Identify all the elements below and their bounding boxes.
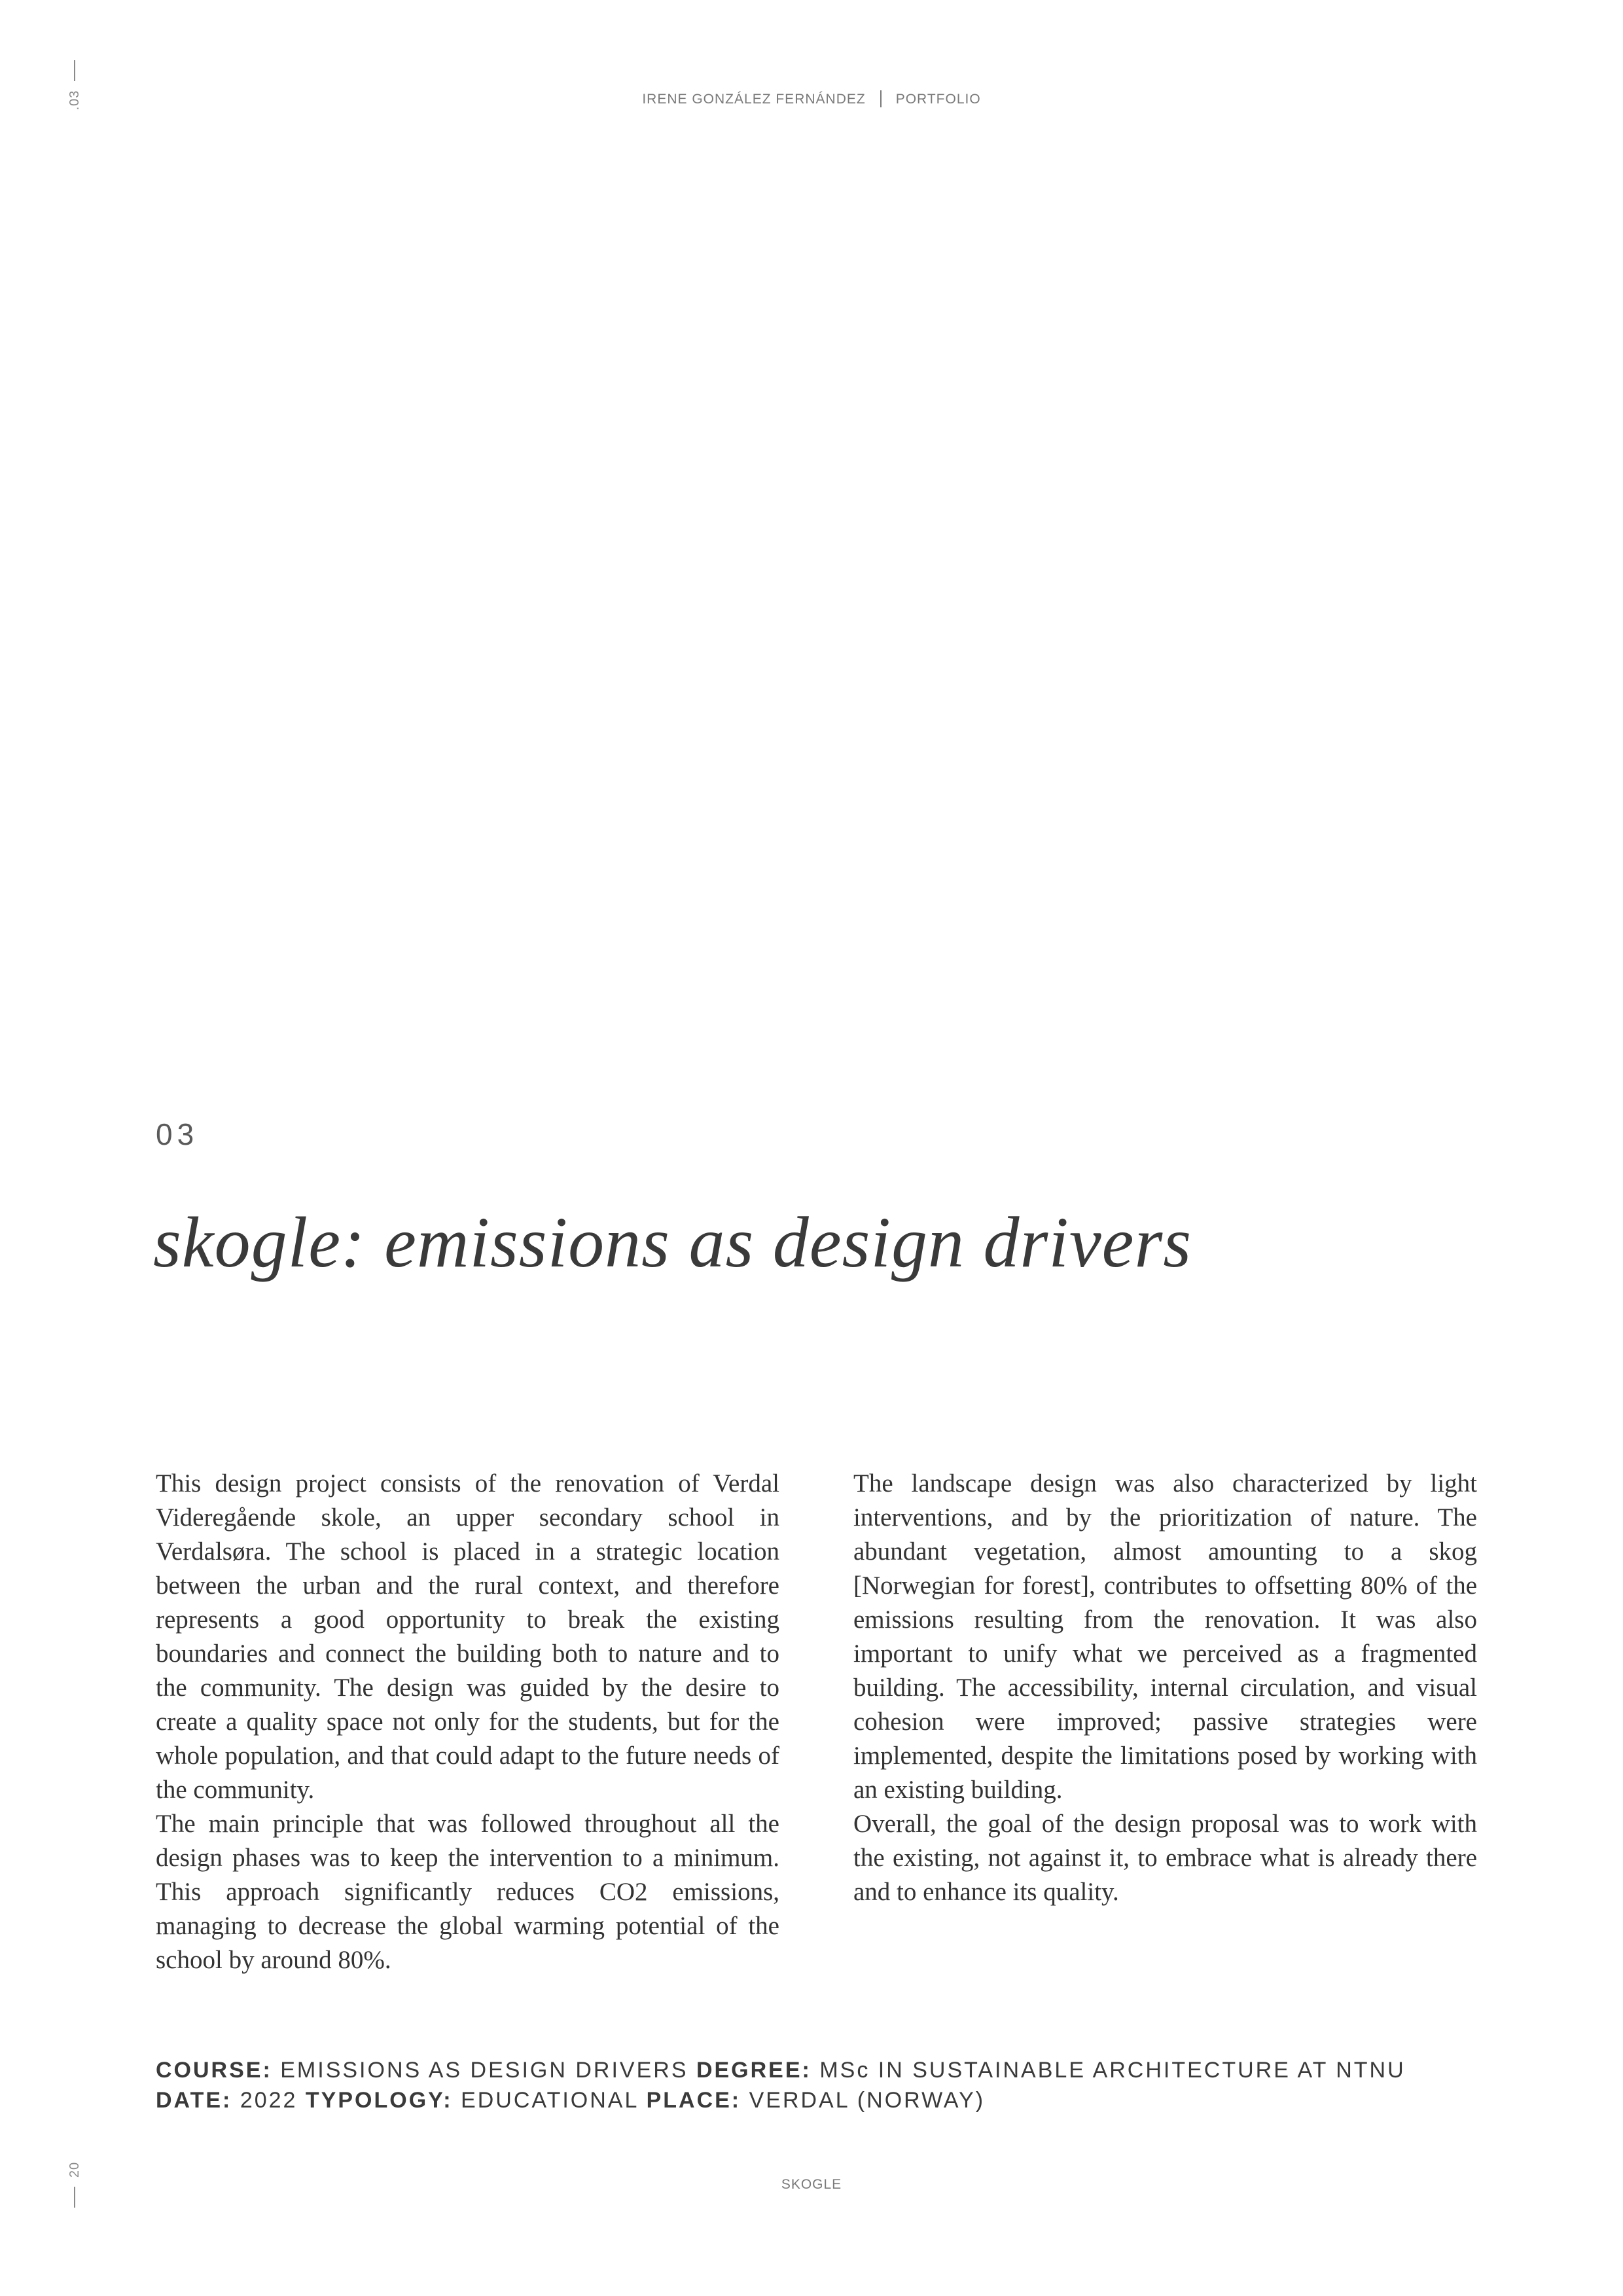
body-column-right xyxy=(853,1467,1477,1909)
section-marker-label: .03 xyxy=(67,90,82,111)
body-paragraph: The main principle that was followed throughout all the design phases was to keep the intervention to a minimum. This approach significantly reduces CO2 emissions, managing to decrease the global warming potential of the school by around 80%. xyxy=(156,1810,779,1974)
section-marker-rule xyxy=(74,60,75,81)
course-label: COURSE: xyxy=(156,2058,272,2083)
body-paragraph: Overall, the goal of the design proposal was to work with the existing, not against it, to embrace what is already there and to enhance its quality. xyxy=(853,1810,1477,1906)
place-label: PLACE: xyxy=(646,2088,741,2113)
date-label: DATE: xyxy=(156,2088,232,2113)
degree-value: MSc IN SUSTAINABLE ARCHITECTURE AT NTNU xyxy=(819,2058,1406,2083)
body-paragraph: This design project consists of the renovation of Verdal Videregående skole, an upper secondary school in Verdalsøra. The school is placed in a strategic location between the urban and the rural context, and therefore represents a good opportunity to break the existing boundaries and connect the building both to nature and to the community. The design was guided by the desire to create a quality space not only for the students, but for the whole population, and that could adapt to the future needs of the community. xyxy=(156,1469,779,1804)
running-header xyxy=(0,90,1623,107)
degree-label: DEGREE: xyxy=(696,2058,812,2083)
page-number: 20 xyxy=(67,2161,82,2178)
place-value: VERDAL (NORWAY) xyxy=(749,2088,986,2113)
running-footer xyxy=(0,2177,1623,2193)
footer-project-name: SKOGLE xyxy=(781,2177,842,2192)
header-publication: PORTFOLIO xyxy=(895,92,981,107)
metadata-line-2 xyxy=(156,2085,1406,2115)
chapter-number: 03 xyxy=(156,1117,199,1151)
course-value: EMISSIONS AS DESIGN DRIVERS xyxy=(280,2058,688,2083)
project-metadata xyxy=(156,2055,1406,2115)
body-paragraph: The landscape design was also characterized by light interventions, and by the prioritization of nature. The abundant vegetation, almost amounting to a skog [Norwegian for forest], contributes to offsetting 80% of the emissions resulting from the renovation. It was also important to unify what we perceived as a fragmented building. The accessibility, internal circulation, and visual cohesion were improved; passive strategies were implemented, despite the limitations posed by working with an existing building. xyxy=(853,1469,1477,1804)
typology-label: TYPOLOGY: xyxy=(305,2088,453,2113)
chapter-title: skogle: emissions as design drivers xyxy=(153,1202,1192,1282)
date-value: 2022 xyxy=(240,2088,298,2113)
metadata-line-1 xyxy=(156,2055,1406,2085)
header-author: IRENE GONZÁLEZ FERNÁNDEZ xyxy=(642,92,866,107)
typology-value: EDUCATIONAL xyxy=(461,2088,639,2113)
body-column-left xyxy=(156,1467,779,1977)
header-divider xyxy=(880,90,882,107)
